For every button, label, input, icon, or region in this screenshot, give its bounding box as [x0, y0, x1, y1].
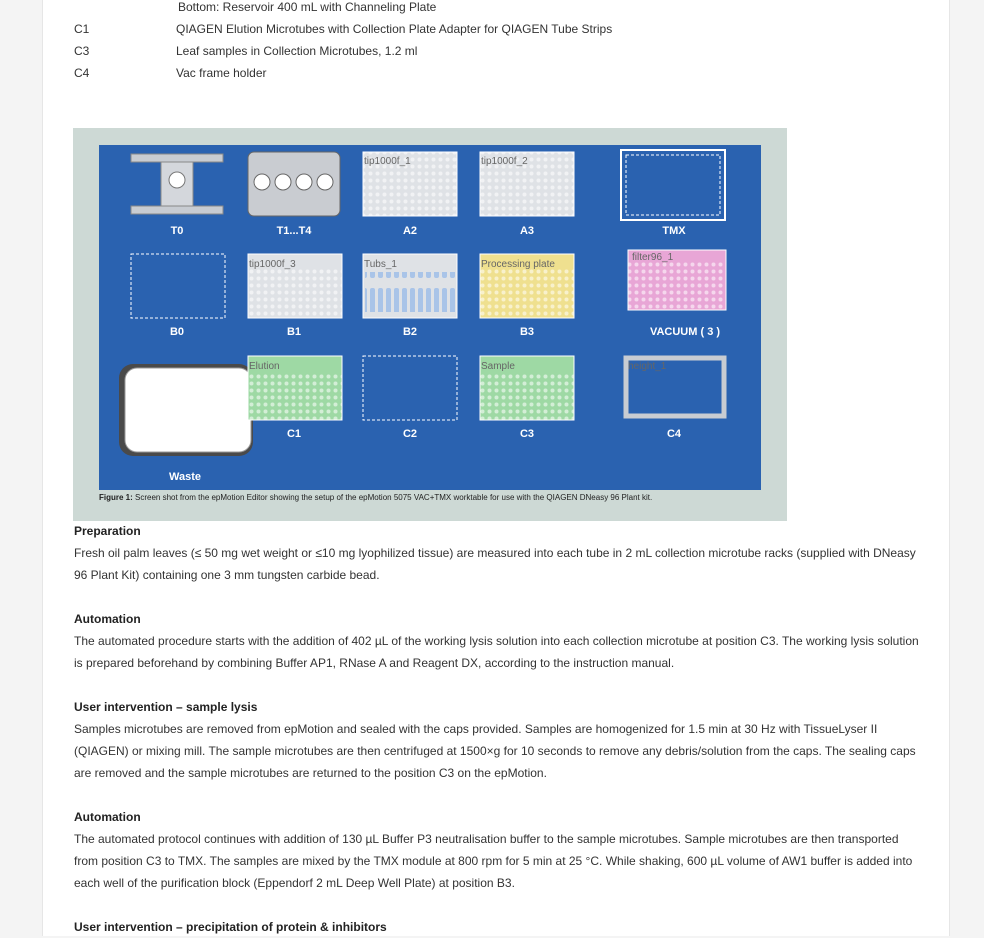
caption-label: Figure 1: — [99, 493, 133, 502]
vacuum-filter-wells — [628, 262, 726, 310]
part-code: C4 — [74, 66, 90, 80]
position-label: B0 — [169, 326, 185, 338]
position-label: C4 — [666, 428, 682, 440]
item-label: Elution — [249, 361, 280, 372]
figure-caption — [99, 493, 652, 502]
position-label: A3 — [519, 225, 535, 237]
t1t4-holder — [248, 152, 340, 216]
position-label: B2 — [402, 326, 418, 338]
item-label: Tubs_1 — [364, 259, 397, 270]
item-label: Processing plate — [481, 259, 555, 270]
section-automation — [74, 608, 924, 674]
section-body: Samples microtubes are removed from epMotion and sealed with the caps provided. Samples are homogenized for 1.5 min at 30 Hz with TissueLyser II (QIAGEN) or mixing mill. The sample microtubes are then centrifuged at 1500×g for 10 seconds to remove any debris/solution from the caps. The sealing caps are removed and the sample microtubes are returned to the position C3 on the epMotion. — [74, 722, 916, 780]
waste-container — [125, 368, 251, 452]
item-label: tip1000f_1 — [364, 156, 411, 167]
position-label: B3 — [519, 326, 535, 338]
part-desc: QIAGEN Elution Microtubes with Collection Plate Adapter for QIAGEN Tube Strips — [176, 22, 613, 36]
position-label: Waste — [169, 471, 201, 483]
position-label: C2 — [402, 428, 418, 440]
c3-plate-wells — [480, 372, 574, 420]
position-label: VACUUM ( 3 ) — [649, 326, 721, 338]
section-heading: User intervention – sample lysis — [74, 700, 258, 714]
section-precipitation — [74, 916, 924, 938]
part-desc: Vac frame holder — [176, 66, 267, 80]
item-label: height_1 — [628, 361, 667, 372]
position-label: T0 — [170, 225, 184, 237]
position-label: A2 — [402, 225, 418, 237]
section-preparation — [74, 520, 924, 586]
worktable-diagram — [73, 128, 787, 521]
caption-text: Screen shot from the epMotion Editor showing the setup of the epMotion 5075 VAC+TMX worktable for use with the QIAGEN DNeasy 96 Plant kit. — [132, 493, 653, 502]
b1-tip-rack-wells — [248, 268, 342, 318]
part-desc: Bottom: Reservoir 400 mL with Channeling Plate — [178, 0, 437, 14]
position-label: C1 — [286, 428, 302, 440]
worktable-figure — [73, 128, 787, 521]
article-page — [42, 0, 950, 936]
position-label: C3 — [519, 428, 535, 440]
section-automation-2 — [74, 806, 924, 894]
part-code: C3 — [74, 44, 90, 58]
position-label: TMX — [662, 225, 686, 237]
b2-tubes — [365, 272, 455, 312]
item-label: filter96_1 — [632, 252, 674, 263]
section-heading: Automation — [74, 612, 141, 626]
section-heading: Preparation — [74, 524, 141, 538]
item-label: Sample — [481, 361, 515, 372]
item-label: tip1000f_3 — [249, 259, 296, 270]
position-label: B1 — [286, 326, 302, 338]
c1-plate-wells — [248, 372, 342, 420]
section-body: Fresh oil palm leaves (≤ 50 mg wet weight or ≤10 mg lyophilized tissue) are measured into each tube in 2 mL collection microtube racks (supplied with DNeasy 96 Plant Kit) containing one 3 mm tungsten carbide bead. — [74, 546, 916, 582]
section-sample-lysis — [74, 696, 924, 784]
section-body: The automated protocol continues with addition of 130 µL Buffer P3 neutralisation buffer to the sample microtubes. Sample microtubes are then transported from position C3 to TMX. The samples are mixed by the TMX module at 800 rpm for 5 min at 25 °C. While shaking, 600 µL volume of AW1 buffer is added into each well of the purification block (Eppendorf 2 mL Deep Well Plate) at position B3. — [74, 832, 913, 890]
section-heading: User intervention – precipitation of protein & inhibitors — [74, 920, 387, 934]
part-code: C1 — [74, 22, 90, 36]
b3-plate-wells — [480, 268, 574, 318]
section-heading: Automation — [74, 810, 141, 824]
part-desc: Leaf samples in Collection Microtubes, 1.2 ml — [176, 44, 418, 58]
section-body: The automated procedure starts with the addition of 402 µL of the working lysis solution into each collection microtube at position C3. The working lysis solution is prepared beforehand by combining Buffer AP1, RNase A and Reagent DX, according to the instruction manual. — [74, 634, 919, 670]
item-label: tip1000f_2 — [481, 156, 528, 167]
position-label: T1...T4 — [276, 225, 312, 237]
